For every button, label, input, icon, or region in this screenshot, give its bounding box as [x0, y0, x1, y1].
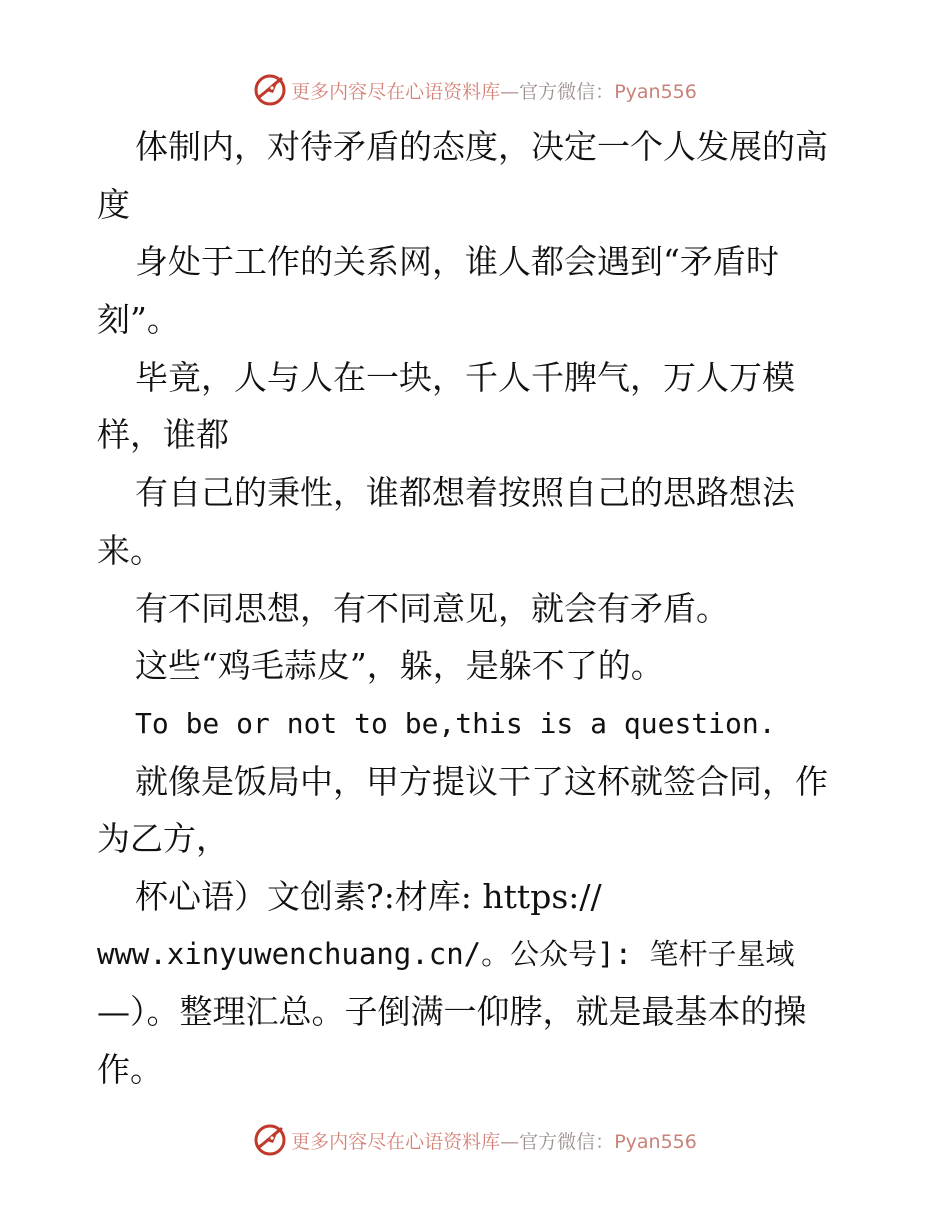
body-line: 杯心语）文创素?:材库: https://: [135, 876, 602, 916]
document-body: [97, 118, 867, 1099]
body-line: 度: [97, 184, 130, 224]
body-line: 毕竟，人与人在一块，千人千脾气，万人万模: [135, 357, 795, 397]
header-banner: [0, 70, 950, 110]
body-line: 身处于工作的关系网，谁人都会遇到“矛盾时: [135, 242, 779, 282]
header-wechat-label: 官方微信：: [519, 80, 615, 103]
body-line: —）。整理汇总。子倒满一仰脖，就是最基本的操: [97, 992, 807, 1032]
footer-wechat-label: 官方微信：: [519, 1130, 615, 1153]
body-line: 就像是饭局中，甲方提议干了这杯就签合同，作: [135, 761, 828, 801]
body-line: To be or not to be,this is a question.: [135, 706, 776, 740]
pen-nib-logo-icon: [253, 1123, 287, 1157]
body-line: 样，谁都: [97, 415, 229, 455]
footer-banner: [0, 1120, 950, 1160]
footer-site-text: 更多内容尽在心语资料库: [291, 1130, 501, 1153]
body-line: 这些“鸡毛蒜皮”，躲，是躲不了的。: [135, 646, 664, 686]
body-line: 有自己的秉性，谁都想着按照自己的思路想法: [135, 473, 795, 513]
body-line: 为乙方，: [97, 819, 229, 859]
pen-nib-logo-icon: [253, 73, 287, 107]
body-line: 作。: [97, 1050, 163, 1089]
footer-dash: —: [500, 1130, 520, 1153]
body-line: 刻”。: [97, 300, 180, 340]
header-wechat-id: Pyan556: [614, 80, 697, 103]
header-site-text: 更多内容尽在心语资料库: [291, 80, 501, 103]
body-line: www.xinyuwenchuang.cn/。公众号]: 笔杆子星域: [97, 936, 795, 971]
header-dash: —: [500, 80, 520, 103]
body-line: 来。: [97, 530, 163, 570]
body-line: 体制内，对待矛盾的态度，决定一个人发展的高: [135, 127, 828, 166]
body-line: 有不同思想，有不同意见，就会有矛盾。: [135, 588, 729, 628]
footer-wechat-id: Pyan556: [614, 1130, 697, 1153]
